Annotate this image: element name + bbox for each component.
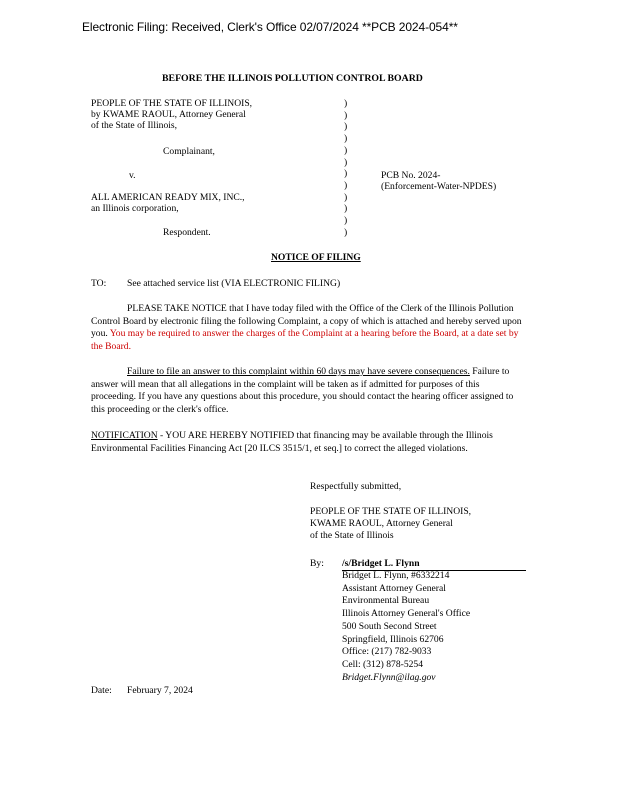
complainant-label: Complainant,	[163, 146, 215, 157]
paren: )	[344, 179, 348, 191]
respondent-label: Respondent.	[163, 227, 211, 238]
signer-line: Assistant Attorney General	[342, 582, 446, 594]
caption-line: ALL AMERICAN READY MIX, INC.,	[91, 192, 245, 203]
paren: )	[344, 98, 348, 109]
versus-label: v.	[129, 170, 136, 181]
document-title: BEFORE THE ILLINOIS POLLUTION CONTROL BOARD	[162, 73, 423, 84]
signatory-line: PEOPLE OF THE STATE OF ILLINOIS,	[310, 506, 472, 517]
caption-complainant	[91, 98, 252, 132]
signer-block	[342, 570, 470, 684]
notification-label: NOTIFICATION	[91, 430, 158, 441]
signer-line: Bridget L. Flynn, #6332214	[342, 570, 450, 581]
paren: )	[344, 133, 348, 145]
paren: )	[344, 168, 348, 180]
closing: Respectfully submitted,	[310, 481, 402, 492]
by-label: By:	[310, 558, 324, 569]
caption-parentheses	[344, 98, 347, 238]
caption-line: of the State of Illinois,	[91, 120, 178, 132]
paren: )	[344, 215, 348, 227]
to-label: TO:	[91, 278, 107, 289]
signatory-block	[310, 506, 471, 543]
paren: )	[344, 121, 348, 133]
notice-heading: NOTICE OF FILING	[271, 252, 361, 263]
signer-line: 500 South Second Street	[342, 620, 437, 632]
signatory-line: of the State of Illinois	[310, 530, 394, 542]
signer-line: Office: (217) 782-9033	[342, 646, 432, 658]
service-list-text: See attached service list (VIA ELECTRONIC FILING)	[127, 278, 341, 289]
signature: /s/Bridget L. Flynn	[342, 558, 420, 569]
notice-paragraph	[91, 303, 523, 353]
caption-line: an Illinois corporation,	[91, 203, 179, 215]
signer-email[interactable]: Bridget.Flynn@ilag.gov	[342, 671, 436, 683]
signatory-line: KWAME RAOUL, Attorney General	[310, 518, 453, 530]
failure-paragraph-text: Failure to answer will mean that all allegations in the complaint will be taken as if admitted for purposes of this proceeding. If you have any questions about this procedure, you should contact the hearing officer assigned to this proceeding or the clerk's office.	[91, 366, 514, 415]
date-label: Date:	[91, 685, 112, 696]
notification-text: - YOU ARE HEREBY NOTIFIED that financing may be available through the Illinois Environmental Facilities Financing Act [20 ILCS 3515/1, et seq.] to correct the alleged violations.	[91, 430, 493, 454]
paren: )	[344, 226, 348, 238]
e-filing-stamp: Electronic Filing: Received, Clerk's Office 02/07/2024 **PCB 2024-054**	[82, 20, 458, 34]
date-value: February 7, 2024	[127, 685, 193, 696]
case-type: (Enforcement-Water-NPDES)	[381, 181, 497, 192]
case-number: PCB No. 2024-	[381, 170, 441, 181]
paren: )	[344, 191, 348, 203]
failure-warning-text: Failure to file an answer to this complaint within 60 days may have severe consequences.	[127, 366, 470, 377]
paren: )	[344, 109, 348, 121]
caption-line: PEOPLE OF THE STATE OF ILLINOIS,	[91, 98, 253, 109]
paren: )	[344, 203, 348, 215]
notification-paragraph	[91, 430, 523, 455]
paren: )	[344, 156, 348, 168]
answer-warning-text: You may be required to answer the charges of the Complaint at a hearing before the Board, at a date set by the Board.	[91, 328, 519, 352]
caption-respondent	[91, 192, 245, 214]
signer-line: Environmental Bureau	[342, 595, 430, 607]
paren: )	[344, 144, 348, 156]
caption-line: by KWAME RAOUL, Attorney General	[91, 109, 246, 121]
failure-to-answer-paragraph	[91, 366, 523, 416]
notice-paragraph-text: PLEASE TAKE NOTICE that I have today filed with the Office of the Clerk of the Illinois Pollution Control Board by electronic filing the following Complaint, a copy of which is attached and hereby served upon you.	[91, 303, 522, 340]
signer-line: Springfield, Illinois 62706	[342, 633, 444, 645]
signer-line: Illinois Attorney General's Office	[342, 608, 471, 620]
signer-line: Cell: (312) 878-5254	[342, 658, 424, 670]
